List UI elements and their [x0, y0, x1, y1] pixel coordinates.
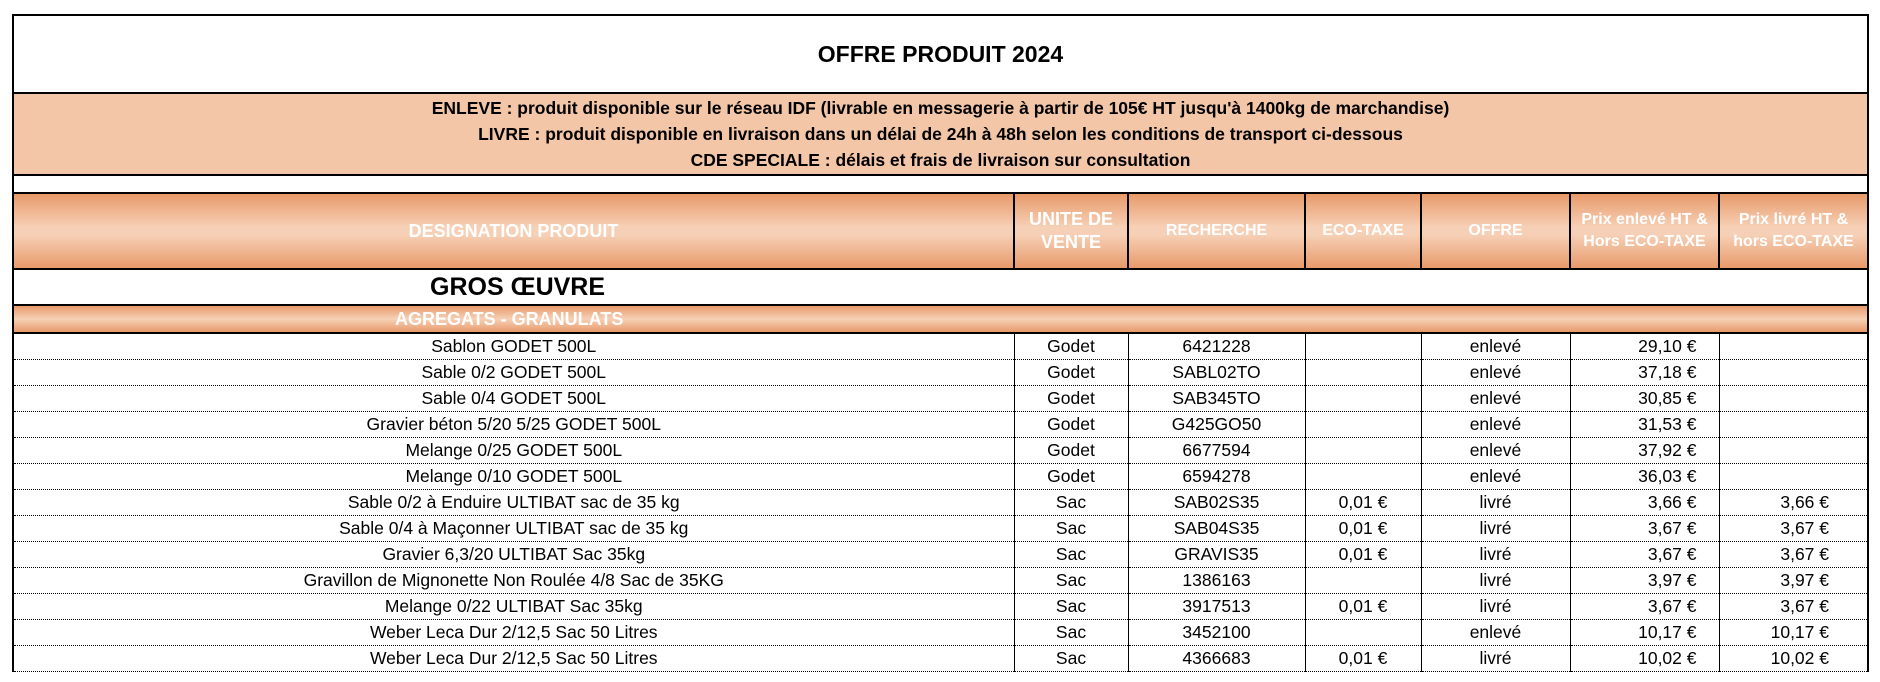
cell-unite: Sac	[1014, 594, 1128, 620]
cell-unite: Sac	[1014, 620, 1128, 646]
cell-recherche: 3917513	[1128, 594, 1305, 620]
info-line-enleve: ENLEVE : produit disponible sur le réseau IDF (livrable en messagerie à partir de 105€ HT jusqu'à 1400kg de marchandise)	[431, 98, 1450, 118]
cell-designation: Gravillon de Mignonette Non Roulée 4/8 Sac de 35KG	[14, 568, 1014, 594]
cell-ecotaxe	[1305, 464, 1421, 490]
cell-prix-livre: 10,02 €	[1719, 646, 1867, 672]
cell-designation: Weber Leca Dur 2/12,5 Sac 50 Litres	[14, 646, 1014, 672]
cell-ecotaxe	[1305, 360, 1421, 386]
cell-prix-enleve: 31,53 €	[1570, 412, 1719, 438]
cell-offre: enlevé	[1421, 438, 1570, 464]
cell-designation: Sable 0/2 à Enduire ULTIBAT sac de 35 kg	[14, 490, 1014, 516]
cell-unite: Godet	[1014, 438, 1128, 464]
cell-designation: Gravier béton 5/20 5/25 GODET 500L	[14, 412, 1014, 438]
subsection-row	[14, 305, 1867, 333]
cell-prix-livre	[1719, 333, 1867, 360]
cell-prix-enleve: 3,67 €	[1570, 594, 1719, 620]
spacer-row	[14, 176, 1867, 194]
cell-prix-enleve: 30,85 €	[1570, 386, 1719, 412]
section-row	[14, 269, 1867, 305]
table-row[interactable]	[14, 360, 1867, 386]
cell-unite: Godet	[1014, 386, 1128, 412]
cell-designation: Sablon GODET 500L	[14, 333, 1014, 360]
cell-prix-enleve: 37,92 €	[1570, 438, 1719, 464]
cell-ecotaxe	[1305, 386, 1421, 412]
cell-designation: Sable 0/4 GODET 500L	[14, 386, 1014, 412]
table-row[interactable]	[14, 438, 1867, 464]
cell-recherche: SAB02S35	[1128, 490, 1305, 516]
header-row	[14, 194, 1867, 269]
table-row[interactable]	[14, 386, 1867, 412]
page-title: OFFRE PRODUIT 2024	[14, 16, 1867, 94]
cell-prix-livre	[1719, 464, 1867, 490]
cell-prix-enleve: 36,03 €	[1570, 464, 1719, 490]
cell-designation: Weber Leca Dur 2/12,5 Sac 50 Litres	[14, 620, 1014, 646]
col-header-recherche[interactable]: RECHERCHE	[1128, 194, 1305, 269]
cell-unite: Sac	[1014, 646, 1128, 672]
table-row[interactable]	[14, 412, 1867, 438]
cell-unite: Sac	[1014, 568, 1128, 594]
cell-offre: enlevé	[1421, 386, 1570, 412]
col-header-prix-livre[interactable]: Prix livré HT & hors ECO-TAXE	[1719, 194, 1867, 269]
cell-ecotaxe: 0,01 €	[1305, 490, 1421, 516]
table-row[interactable]	[14, 568, 1867, 594]
cell-prix-livre	[1719, 360, 1867, 386]
cell-recherche: 6421228	[1128, 333, 1305, 360]
info-line-livre: LIVRE : produit disponible en livraison dans un délai de 24h à 48h selon les conditions de transport ci-dessous	[478, 124, 1403, 144]
cell-recherche: SAB04S35	[1128, 516, 1305, 542]
cell-prix-livre: 10,17 €	[1719, 620, 1867, 646]
info-banner	[14, 94, 1867, 176]
cell-designation: Melange 0/25 GODET 500L	[14, 438, 1014, 464]
cell-unite: Sac	[1014, 542, 1128, 568]
cell-offre: enlevé	[1421, 620, 1570, 646]
cell-ecotaxe	[1305, 412, 1421, 438]
cell-prix-livre: 3,97 €	[1719, 568, 1867, 594]
cell-prix-enleve: 3,66 €	[1570, 490, 1719, 516]
cell-prix-livre: 3,67 €	[1719, 594, 1867, 620]
price-sheet	[12, 14, 1869, 672]
cell-ecotaxe: 0,01 €	[1305, 516, 1421, 542]
cell-recherche: SABL02TO	[1128, 360, 1305, 386]
cell-offre: livré	[1421, 516, 1570, 542]
table-row[interactable]	[14, 594, 1867, 620]
cell-prix-enleve: 10,02 €	[1570, 646, 1719, 672]
col-header-unite[interactable]: UNITE DE VENTE	[1014, 194, 1128, 269]
cell-ecotaxe: 0,01 €	[1305, 594, 1421, 620]
cell-unite: Sac	[1014, 490, 1128, 516]
cell-designation: Gravier 6,3/20 ULTIBAT Sac 35kg	[14, 542, 1014, 568]
cell-recherche: 6677594	[1128, 438, 1305, 464]
table-row[interactable]	[14, 464, 1867, 490]
cell-ecotaxe	[1305, 620, 1421, 646]
cell-prix-livre: 3,66 €	[1719, 490, 1867, 516]
cell-recherche: G425GO50	[1128, 412, 1305, 438]
cell-ecotaxe: 0,01 €	[1305, 542, 1421, 568]
cell-prix-enleve: 10,17 €	[1570, 620, 1719, 646]
cell-prix-enleve: 29,10 €	[1570, 333, 1719, 360]
cell-unite: Godet	[1014, 412, 1128, 438]
cell-unite: Godet	[1014, 333, 1128, 360]
col-header-designation[interactable]: DESIGNATION PRODUIT	[14, 194, 1014, 269]
cell-prix-livre	[1719, 412, 1867, 438]
cell-offre: livré	[1421, 568, 1570, 594]
cell-ecotaxe	[1305, 438, 1421, 464]
cell-offre: enlevé	[1421, 412, 1570, 438]
cell-prix-livre	[1719, 438, 1867, 464]
cell-offre: livré	[1421, 646, 1570, 672]
cell-offre: livré	[1421, 594, 1570, 620]
table-row[interactable]	[14, 646, 1867, 672]
cell-recherche: 1386163	[1128, 568, 1305, 594]
cell-ecotaxe: 0,01 €	[1305, 646, 1421, 672]
cell-prix-livre: 3,67 €	[1719, 516, 1867, 542]
col-header-ecotaxe[interactable]: ECO-TAXE	[1305, 194, 1421, 269]
cell-offre: enlevé	[1421, 360, 1570, 386]
cell-recherche: 3452100	[1128, 620, 1305, 646]
cell-offre: enlevé	[1421, 464, 1570, 490]
cell-designation: Melange 0/10 GODET 500L	[14, 464, 1014, 490]
cell-unite: Godet	[1014, 360, 1128, 386]
table-row[interactable]	[14, 333, 1867, 360]
cell-recherche: 4366683	[1128, 646, 1305, 672]
cell-prix-enleve: 3,67 €	[1570, 542, 1719, 568]
table-row[interactable]	[14, 542, 1867, 568]
table-row[interactable]	[14, 490, 1867, 516]
col-header-prix-enleve[interactable]: Prix enlevé HT & Hors ECO-TAXE	[1570, 194, 1719, 269]
cell-offre: enlevé	[1421, 333, 1570, 360]
cell-recherche: 6594278	[1128, 464, 1305, 490]
section-title: GROS ŒUVRE	[14, 269, 1867, 305]
cell-offre: livré	[1421, 490, 1570, 516]
cell-prix-enleve: 3,97 €	[1570, 568, 1719, 594]
cell-offre: livré	[1421, 542, 1570, 568]
cell-unite: Sac	[1014, 516, 1128, 542]
cell-prix-enleve: 37,18 €	[1570, 360, 1719, 386]
col-header-offre[interactable]: OFFRE	[1421, 194, 1570, 269]
cell-designation: Melange 0/22 ULTIBAT Sac 35kg	[14, 594, 1014, 620]
cell-prix-livre	[1719, 386, 1867, 412]
cell-designation: Sable 0/4 à Maçonner ULTIBAT sac de 35 kg	[14, 516, 1014, 542]
cell-recherche: GRAVIS35	[1128, 542, 1305, 568]
subsection-title: AGREGATS - GRANULATS	[14, 305, 1867, 333]
product-table	[14, 194, 1867, 672]
cell-ecotaxe	[1305, 568, 1421, 594]
cell-designation: Sable 0/2 GODET 500L	[14, 360, 1014, 386]
info-line-cde-speciale: CDE SPECIALE : délais et frais de livraison sur consultation	[690, 150, 1191, 170]
cell-unite: Godet	[1014, 464, 1128, 490]
table-row[interactable]	[14, 620, 1867, 646]
cell-recherche: SAB345TO	[1128, 386, 1305, 412]
table-row[interactable]	[14, 516, 1867, 542]
cell-prix-livre: 3,67 €	[1719, 542, 1867, 568]
cell-ecotaxe	[1305, 333, 1421, 360]
cell-prix-enleve: 3,67 €	[1570, 516, 1719, 542]
